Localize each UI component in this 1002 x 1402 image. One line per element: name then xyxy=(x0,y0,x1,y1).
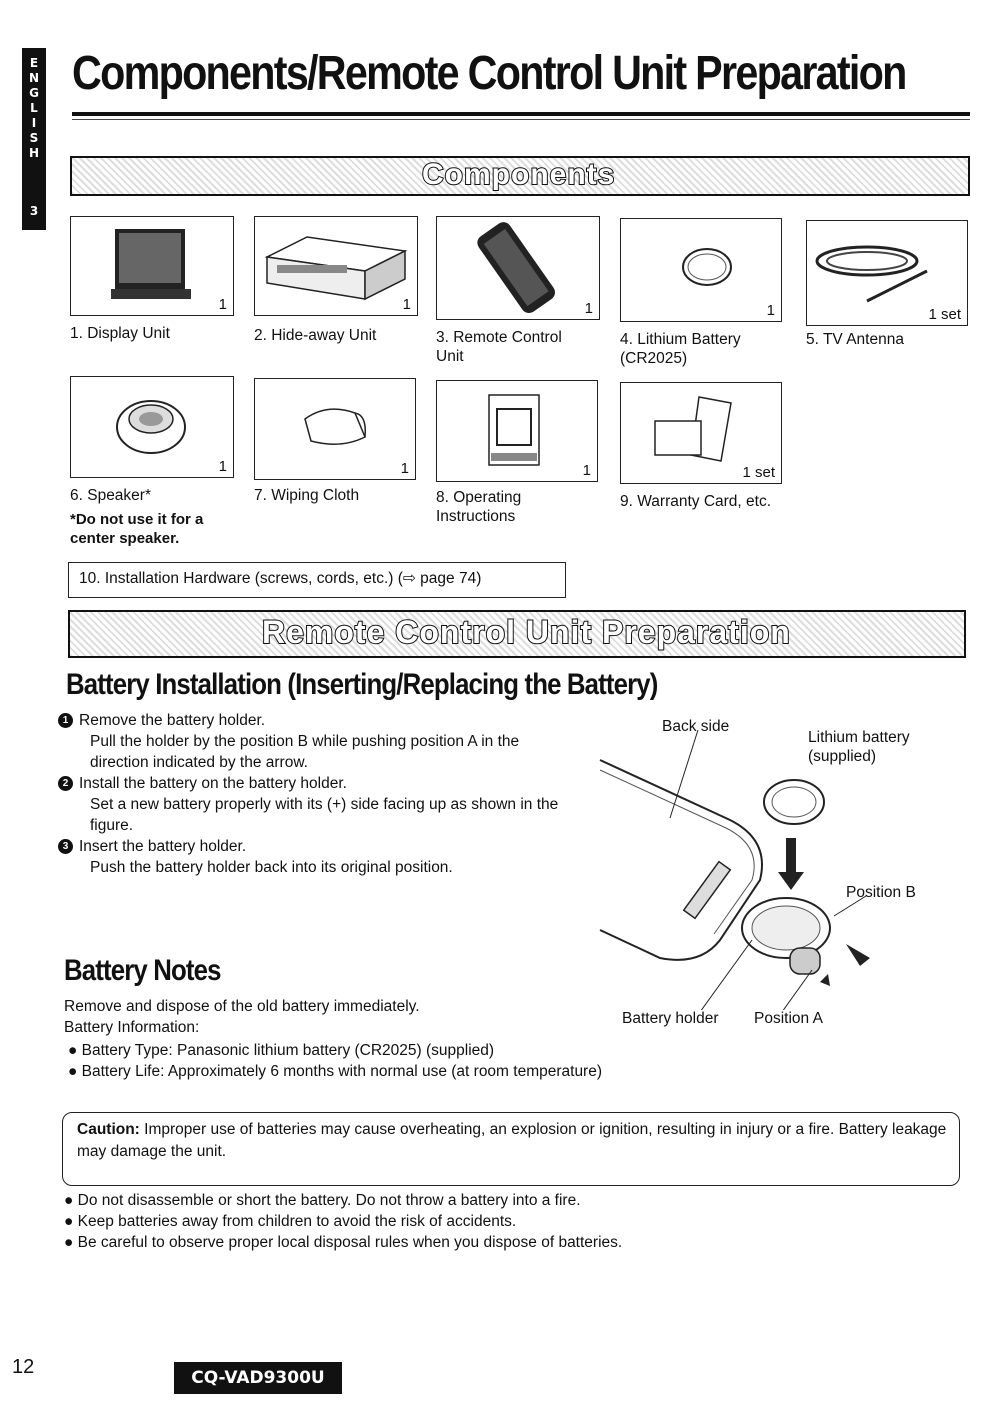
item-label: 6. Speaker* xyxy=(70,487,151,504)
label-back-side: Back side xyxy=(662,718,730,735)
item-label: 2. Hide-away Unit xyxy=(254,327,377,344)
hideaway-unit-illustration xyxy=(255,217,417,315)
step-number: 2 xyxy=(58,776,73,791)
item-qty: 1 set xyxy=(928,306,961,323)
battery-notes-intro2: Battery Information: xyxy=(64,1019,200,1036)
step-1 xyxy=(58,710,578,731)
item-warranty-card-box xyxy=(620,382,782,484)
caution-label: Caution: xyxy=(77,1121,140,1138)
caution-bullets xyxy=(64,1190,764,1253)
item-qty: 1 xyxy=(218,458,227,475)
speaker-note: *Do not use it for a center speaker. xyxy=(70,511,204,547)
step-3 xyxy=(58,836,578,857)
components-banner-text: Components xyxy=(422,158,616,191)
item-wiping-cloth-box xyxy=(254,378,416,480)
item-display-unit-box xyxy=(70,216,234,316)
list-item: ● Do not disassemble or short the battery. Do not throw a battery into a fire. xyxy=(64,1192,581,1209)
item-remote-control-box xyxy=(436,216,600,320)
item-lithium-battery-box xyxy=(620,218,782,322)
item-label: 8. Operating Instructions xyxy=(436,489,522,525)
installation-hardware-text: 10. Installation Hardware (screws, cords, etc.) (⇨ page 74) xyxy=(79,570,482,587)
item-label: 9. Warranty Card, etc. xyxy=(620,493,772,510)
language-side-tab xyxy=(22,48,46,230)
step-title: Install the battery on the battery holder. xyxy=(79,775,347,792)
speaker-illustration xyxy=(71,377,233,477)
item-qty: 1 xyxy=(402,296,411,313)
step-title: Insert the battery holder. xyxy=(79,838,247,855)
operating-instructions-illustration xyxy=(437,381,597,481)
item-label: 3. Remote Control Unit xyxy=(436,329,562,365)
battery-notes-intro1: Remove and dispose of the old battery immediately. xyxy=(64,998,420,1015)
item-qty: 1 xyxy=(218,296,227,313)
item-qty: 1 xyxy=(766,302,775,319)
battery-notes-heading: Battery Notes xyxy=(64,954,221,987)
item-label: 7. Wiping Cloth xyxy=(254,487,360,504)
item-operating-instructions-box xyxy=(436,380,598,482)
step-title: Remove the battery holder. xyxy=(79,712,266,729)
list-item: ● Be careful to observe proper local disposal rules when you dispose of batteries. xyxy=(64,1234,623,1251)
wiping-cloth-illustration xyxy=(255,379,415,479)
list-item: ● Battery Type: Panasonic lithium battery (CR2025) (supplied) xyxy=(68,1042,495,1059)
label-position-a: Position A xyxy=(754,1010,823,1027)
list-item: ● Keep batteries away from children to avoid the risk of accidents. xyxy=(64,1213,517,1230)
label-battery-holder: Battery holder xyxy=(622,1010,719,1027)
step-2 xyxy=(58,773,578,794)
title-rule-thin xyxy=(72,119,970,120)
caution-box xyxy=(62,1112,960,1186)
item-label: 5. TV Antenna xyxy=(806,331,904,348)
page-number: 12 xyxy=(12,1356,35,1378)
battery-notes-bullets xyxy=(68,1040,708,1082)
item-qty: 1 xyxy=(582,462,591,479)
item-tv-antenna-box xyxy=(806,220,968,326)
side-tab-letters: E N G L I S H xyxy=(28,56,40,160)
lithium-battery-illustration xyxy=(621,219,781,321)
display-unit-illustration xyxy=(71,217,233,315)
step-detail: Pull the holder by the position B while pushing position A in the direction indicated by the arrow. xyxy=(90,733,520,771)
battery-steps xyxy=(58,710,578,878)
remote-control-illustration xyxy=(437,217,599,319)
caution-text-block xyxy=(77,1119,947,1163)
item-qty: 1 set xyxy=(742,464,775,481)
step-number: 1 xyxy=(58,713,73,728)
side-tab-page-num: 3 xyxy=(29,204,39,218)
item-qty: 1 xyxy=(400,460,409,477)
installation-hardware-box xyxy=(68,562,566,598)
remote-prep-banner xyxy=(68,610,966,658)
item-speaker-box xyxy=(70,376,234,478)
battery-notes-body xyxy=(64,996,624,1038)
battery-installation-heading: Battery Installation (Inserting/Replacing the Battery) xyxy=(66,668,658,701)
item-hideaway-unit-box xyxy=(254,216,418,316)
item-qty: 1 xyxy=(584,300,593,317)
item-label: 4. Lithium Battery (CR2025) xyxy=(620,331,741,367)
components-banner xyxy=(70,156,970,196)
model-badge: CQ-VAD9300U xyxy=(174,1362,342,1394)
battery-installation-figure xyxy=(590,730,960,1010)
caution-text: Improper use of batteries may cause overheating, an explosion or ignition, resulting in injury or a fire. Battery leakage may damage the unit. xyxy=(77,1121,947,1160)
remote-prep-banner-text: Remote Control Unit Preparation xyxy=(262,614,791,650)
list-item: ● Battery Life: Approximately 6 months with normal use (at room temperature) xyxy=(68,1063,603,1080)
label-lithium-battery: Lithium battery (supplied) xyxy=(808,729,910,765)
step-number: 3 xyxy=(58,839,73,854)
title-rule xyxy=(72,112,970,116)
item-label: 1. Display Unit xyxy=(70,325,170,342)
page-title: Components/Remote Control Unit Preparation xyxy=(72,47,906,100)
step-detail: Push the battery holder back into its original position. xyxy=(90,859,453,876)
label-position-b: Position B xyxy=(846,884,916,901)
step-detail: Set a new battery properly with its (+) side facing up as shown in the figure. xyxy=(90,796,559,834)
